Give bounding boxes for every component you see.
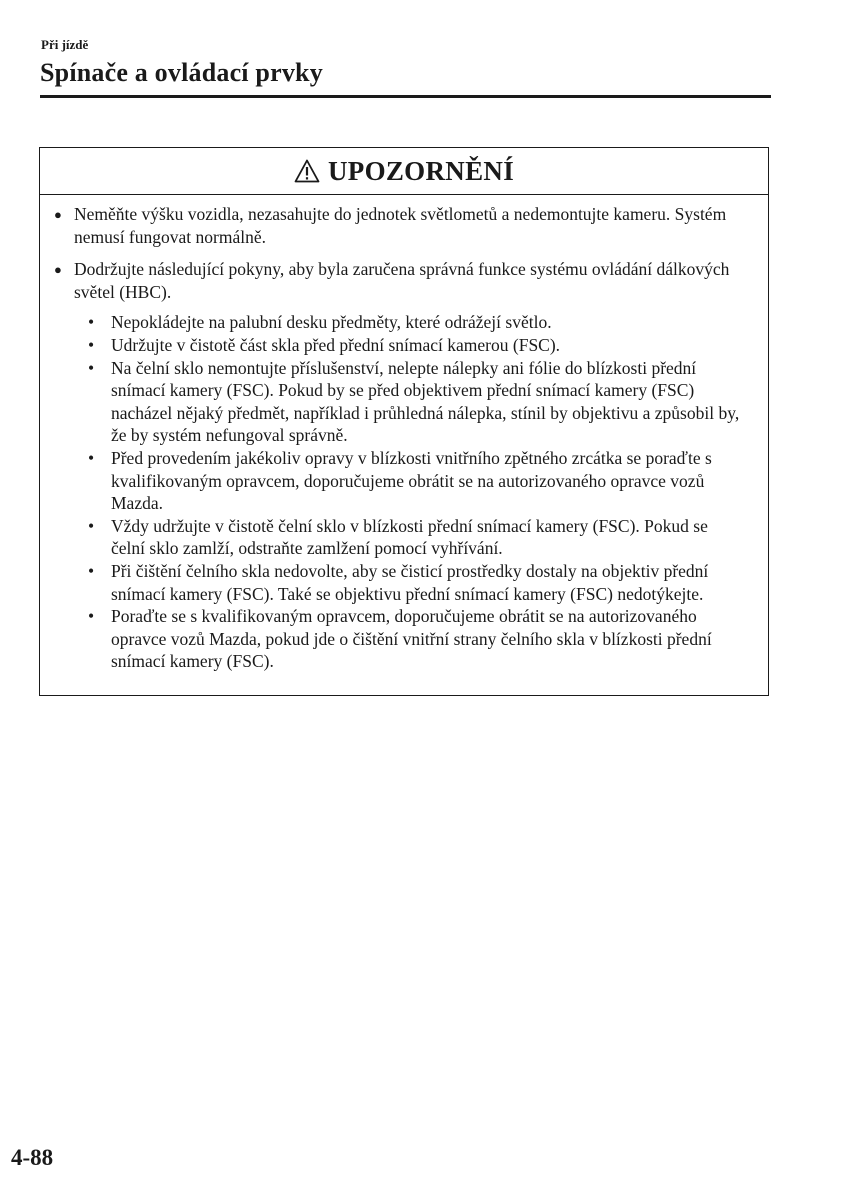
sub-bullet-icon: • <box>88 560 95 581</box>
page-number: 4-88 <box>11 1145 54 1170</box>
bullet-icon: ● <box>54 262 62 278</box>
sub-item-text: Na čelní sklo nemontujte příslušenství, nelepte nálepky ani fólie do blízkosti přední snímací kamery (FSC). Pokud by se před objektivem přední snímací kamery (FSC) nacházel nějaký předmět, například i průhledná nálepka, stínil by objektivu a způsobil by, že by systém nefungoval správně. <box>111 357 740 446</box>
warning-body <box>40 195 768 673</box>
sub-bullet-icon: • <box>88 606 95 627</box>
warning-item-text: Dodržujte následující pokyny, aby byla zaručena správná funkce systému ovládání dálkových světel (HBC). <box>74 259 730 302</box>
warning-item <box>54 258 742 303</box>
section-label: Při jízdě <box>41 37 89 52</box>
sub-bullet-icon: • <box>88 334 95 355</box>
sub-item-text: Udržujte v čistotě část skla před přední snímací kamerou (FSC). <box>111 334 561 355</box>
warning-header <box>40 148 768 195</box>
sub-list-item <box>88 334 742 357</box>
sub-item-text: Při čištění čelního skla nedovolte, aby se čisticí prostředky dostaly na objektiv přední snímací kamery (FSC). Také se objektivu přední snímací kamery (FSC) nedotýkejte. <box>111 560 709 604</box>
sub-list <box>88 311 742 673</box>
sub-list-item <box>88 311 742 334</box>
sub-item-text: Poraďte se s kvalifikovaným opravcem, doporučujeme obrátit se na autorizovaného opravce vozů Mazda, pokud jde o čištění vnitřní strany čelního skla v blízkosti přední snímací kamery (FSC). <box>111 606 712 672</box>
warning-item-text: Neměňte výšku vozidla, nezasahujte do jednotek světlometů a nedemontujte kameru. Systém nemusí fungovat normálně. <box>74 204 727 247</box>
sub-list-item <box>88 515 742 560</box>
sub-bullet-icon: • <box>88 357 95 378</box>
sub-list-item <box>88 447 742 515</box>
page-title: Spínače a ovládací prvky <box>40 58 323 87</box>
sub-bullet-icon: • <box>88 312 95 333</box>
bullet-icon: ● <box>54 207 62 222</box>
sub-list-item <box>88 560 742 605</box>
warning-title: UPOZORNĚNÍ <box>327 155 514 186</box>
sub-list-item <box>88 605 742 673</box>
title-divider <box>40 95 771 98</box>
sub-item-text: Nepokládejte na palubní desku předměty, které odrážejí světlo. <box>111 312 552 333</box>
sub-bullet-icon: • <box>88 447 95 468</box>
sub-list-item <box>88 357 742 447</box>
sub-bullet-icon: • <box>88 515 95 536</box>
sub-item-text: Před provedením jakékoliv opravy v blízkosti vnitřního zpětného zrcátka se poraďte s kvalifikovaným opravcem, doporučujeme obrátit se na autorizovaného opravce vozů Mazda. <box>111 447 712 514</box>
warning-item <box>54 203 742 248</box>
warning-box <box>39 147 769 696</box>
sub-item-text: Vždy udržujte v čistotě čelní sklo v blízkosti přední snímací kamery (FSC). Pokud se čelní sklo zamlží, odstraňte zamlžení pomocí vyhřívání. <box>111 515 708 559</box>
warning-triangle-icon <box>294 159 320 183</box>
